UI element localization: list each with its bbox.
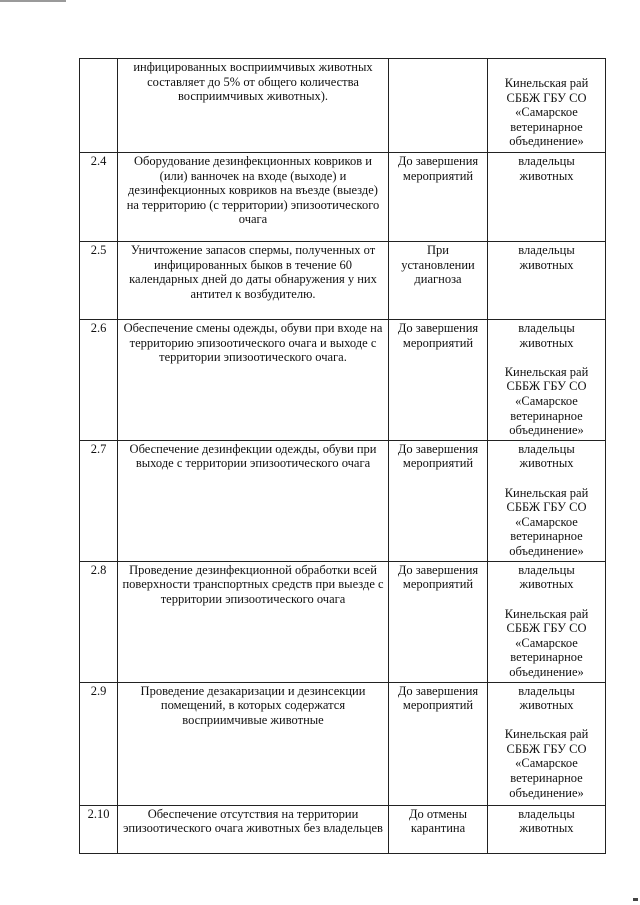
table-row [80, 682, 606, 805]
table-row [80, 320, 606, 441]
measure-term: До завершения мероприятий [389, 561, 488, 682]
row-number: 2.4 [80, 153, 118, 242]
responsible-entry: владельцы животных [518, 806, 575, 836]
responsible-spacer [491, 592, 602, 607]
responsible-cell [488, 440, 606, 561]
measure-term: До завершения мероприятий [389, 320, 488, 441]
measure-term: До завершения мероприятий [389, 440, 488, 561]
responsible-cell [488, 59, 606, 153]
responsible-entry: Кинельская рай СББЖ ГБУ СО «Самарское ветеринарное объединение» [504, 727, 589, 800]
measures-table [79, 58, 606, 854]
row-number: 2.7 [80, 440, 118, 561]
table-row [80, 153, 606, 242]
responsible-entry: Кинельская рай СББЖ ГБУ СО «Самарское ветеринарное объединение» [504, 364, 589, 438]
row-number: 2.10 [80, 805, 118, 853]
responsible-entry: владельцы животных [518, 441, 575, 471]
responsible-entry: владельцы животных [518, 154, 575, 183]
responsible-cell [488, 153, 606, 242]
responsible-entry: владельцы животных [518, 562, 575, 592]
table-row [80, 440, 606, 561]
row-number: 2.5 [80, 242, 118, 320]
measure-description: Уничтожение запасов спермы, полученных от инфицированных быков в течение 60 календарных дней до даты обнаружения у них антител к возбудителю. [118, 242, 389, 320]
table-row [80, 242, 606, 320]
responsible-cell [488, 805, 606, 853]
measure-description: Проведение дезинфекционной обработки всей поверхности транспортных средств при выезде с территории эпизоотического очага [118, 561, 389, 682]
page-corner-mark [0, 0, 66, 2]
responsible-entry: Кинельская рай СББЖ ГБУ СО «Самарское ветеринарное объединение» [504, 606, 589, 679]
row-number: 2.9 [80, 682, 118, 805]
responsible-entry: Кинельская рай СББЖ ГБУ СО «Самарское ветеринарное объединение» [504, 485, 589, 558]
responsible-spacer [491, 713, 602, 728]
responsible-spacer [491, 350, 602, 365]
responsible-entry: владельцы животных [518, 243, 575, 272]
row-number: 2.6 [80, 320, 118, 441]
row-number: 2.8 [80, 561, 118, 682]
responsible-cell [488, 561, 606, 682]
measure-description: Обеспечение смены одежды, обуви при входе на территорию эпизоотического очага и выходе с территории эпизоотического очага. [118, 320, 389, 441]
measure-term: При установлении диагноза [389, 242, 488, 320]
table-row [80, 805, 606, 853]
responsible-entry: Кинельская рай СББЖ ГБУ СО «Самарское ветеринарное объединение» [504, 76, 589, 149]
measure-description: Оборудование дезинфекционных ковриков и (или) ванночек на входе (выходе) и дезинфекционных ковриков на въезде (выезде) на территорию (с территории) эпизоотического очага [118, 153, 389, 242]
measure-description: Обеспечение отсутствия на территории эпизоотического очага животных без владельцев [118, 805, 389, 853]
measure-term: До завершения мероприятий [389, 682, 488, 805]
responsible-cell [488, 242, 606, 320]
table-row [80, 561, 606, 682]
measure-term: До завершения мероприятий [389, 153, 488, 242]
responsible-cell [488, 320, 606, 441]
row-number [80, 59, 118, 153]
responsible-entry: владельцы животных [518, 321, 575, 350]
responsible-entry: владельцы животных [518, 683, 575, 713]
responsible-spacer [491, 471, 602, 486]
measure-term [389, 59, 488, 153]
responsible-cell [488, 682, 606, 805]
measure-description: Обеспечение дезинфекции одежды, обуви при выходе с территории эпизоотического очага [118, 440, 389, 561]
measure-term: До отмены карантина [389, 805, 488, 853]
measure-description: инфицированных восприимчивых животных составляет до 5% от общего количества восприимчивых животных). [118, 59, 389, 153]
measure-description: Проведение дезакаризации и дезинсекции помещений, в которых содержатся восприимчивые животные [118, 682, 389, 805]
scan-mark [633, 898, 638, 901]
table-row [80, 59, 606, 153]
